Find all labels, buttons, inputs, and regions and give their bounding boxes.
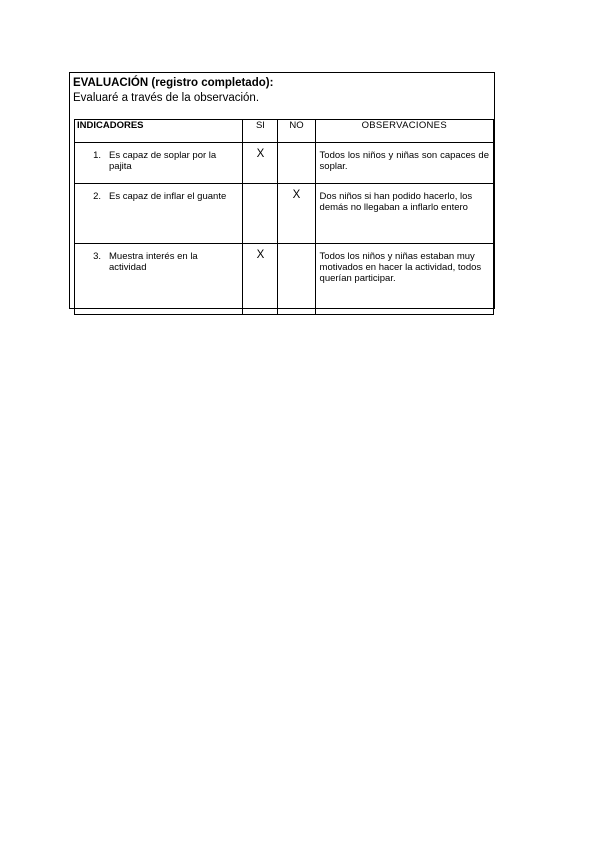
evaluation-subtitle: Evaluaré a través de la observación. [73, 92, 260, 104]
observation-text: Todos los niños y niñas son capaces de soplar. [315, 143, 493, 184]
evaluation-title: EVALUACIÓN (registro completado): [73, 77, 274, 89]
yes-mark: X [243, 143, 278, 184]
header-no: NO [278, 120, 315, 143]
indicator-text: Muestra interés en la actividad [109, 251, 198, 273]
indicator-cell [75, 244, 243, 315]
observation-text: Dos niños si han podido hacerlo, los demás no llegaban a inflarlo entero [315, 184, 493, 244]
table-header-row [75, 120, 494, 143]
yes-mark: X [243, 244, 278, 315]
indicator-number: 1. [93, 150, 101, 161]
header-yes: SI [243, 120, 278, 143]
yes-mark [243, 184, 278, 244]
header-observations: OBSERVACIONES [315, 120, 493, 143]
observation-text: Todos los niños y niñas estaban muy motivados en hacer la actividad, todos querían participar. [315, 244, 493, 315]
evaluation-section [69, 72, 495, 309]
no-mark [278, 244, 315, 315]
table-row [75, 143, 494, 184]
evaluation-table [74, 119, 494, 315]
indicator-cell [75, 143, 243, 184]
indicator-text: Es capaz de inflar el guante [109, 191, 227, 202]
indicator-text: Es capaz de soplar por la pajita [109, 150, 217, 172]
indicator-number: 2. [93, 191, 101, 202]
header-indicators: INDICADORES [75, 120, 243, 143]
table-row [75, 184, 494, 244]
no-mark [278, 143, 315, 184]
no-mark: X [278, 184, 315, 244]
indicator-cell [75, 184, 243, 244]
indicator-number: 3. [93, 251, 101, 262]
table-row [75, 244, 494, 315]
